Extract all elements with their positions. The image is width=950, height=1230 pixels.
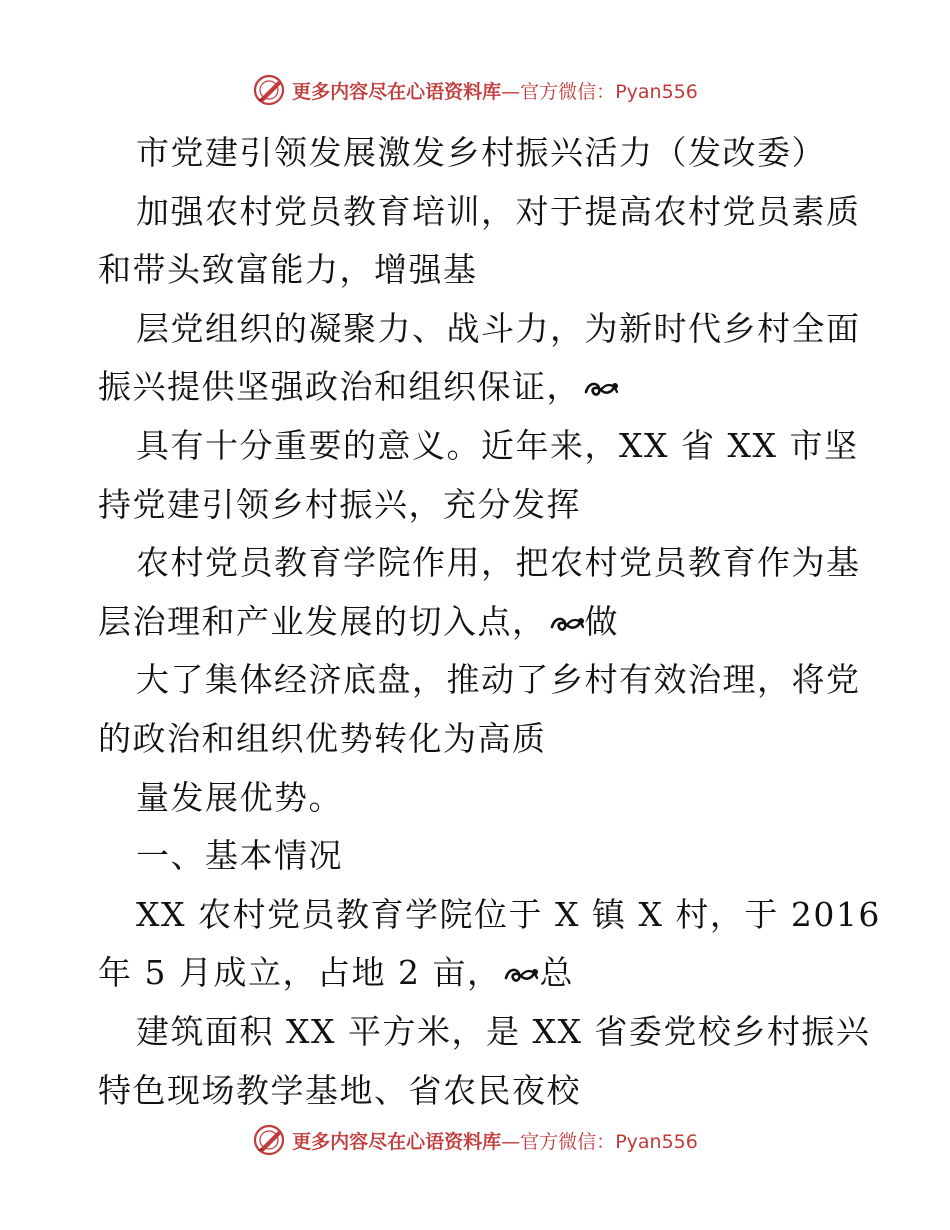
ornament-icon [583, 378, 619, 400]
document-title-line: 市党建引领发展激发乡村振兴活力（发改委） [136, 133, 826, 172]
body-line: 的政治和组织优势转化为高质 [98, 718, 547, 758]
body-line-with-ornament [98, 593, 858, 652]
header-banner-text [292, 77, 698, 104]
body-line-trailing-text: 做 [584, 601, 619, 641]
section-heading: 一、基本情况 [136, 836, 343, 876]
body-line-with-ornament [98, 358, 858, 417]
footer-banner-dash: — [501, 1130, 521, 1153]
body-line-with-ornament [98, 944, 858, 1003]
pen-logo-icon [252, 1123, 286, 1157]
body-line: 特色现场教学基地、省农民夜校 [98, 1070, 581, 1110]
body-line: 和带头致富能力，增强基 [98, 250, 478, 290]
header-banner-wechat-label: 官方微信： [520, 80, 616, 103]
document-body [98, 124, 881, 1120]
body-line: XX 农村党员教育学院位于 X 镇 X 村，于 2016 [136, 894, 881, 934]
ornament-icon [503, 964, 539, 986]
body-line-text: 层治理和产业发展的切入点， [98, 601, 547, 641]
footer-banner-text [292, 1127, 698, 1154]
header-banner-main: 更多内容尽在心语资料库 [292, 80, 502, 103]
header-banner-dash: — [501, 80, 521, 103]
footer-banner [0, 1120, 950, 1160]
footer-banner-wechat-id: Pyan556 [615, 1130, 698, 1153]
header-banner [0, 70, 950, 110]
body-line: 加强农村党员教育培训，对于提高农村党员素质 [136, 191, 861, 231]
body-line: 量发展优势。 [136, 777, 343, 817]
body-line: 农村党员教育学院作用，把农村党员教育作为基 [136, 543, 861, 583]
header-banner-wechat-id: Pyan556 [615, 80, 698, 103]
ornament-icon [549, 613, 585, 635]
body-line: 建筑面积 XX 平方米，是 XX 省委党校乡村振兴 [136, 1011, 871, 1051]
pen-logo-icon [252, 73, 286, 107]
footer-banner-wechat-label: 官方微信： [520, 1130, 616, 1153]
body-line: 大了集体经济底盘，推动了乡村有效治理，将党 [136, 660, 861, 700]
footer-banner-main: 更多内容尽在心语资料库 [292, 1130, 502, 1153]
body-line-trailing-text: 总 [539, 953, 574, 993]
body-line-text: 年 5 月成立，占地 2 亩， [98, 953, 502, 993]
body-line: 持党建引领乡村振兴，充分发挥 [98, 484, 581, 524]
body-line: 具有十分重要的意义。近年来，XX 省 XX 市坚 [136, 425, 859, 465]
body-line-text: 振兴提供坚强政治和组织保证， [98, 367, 581, 407]
body-line: 层党组织的凝聚力、战斗力，为新时代乡村全面 [136, 308, 861, 348]
